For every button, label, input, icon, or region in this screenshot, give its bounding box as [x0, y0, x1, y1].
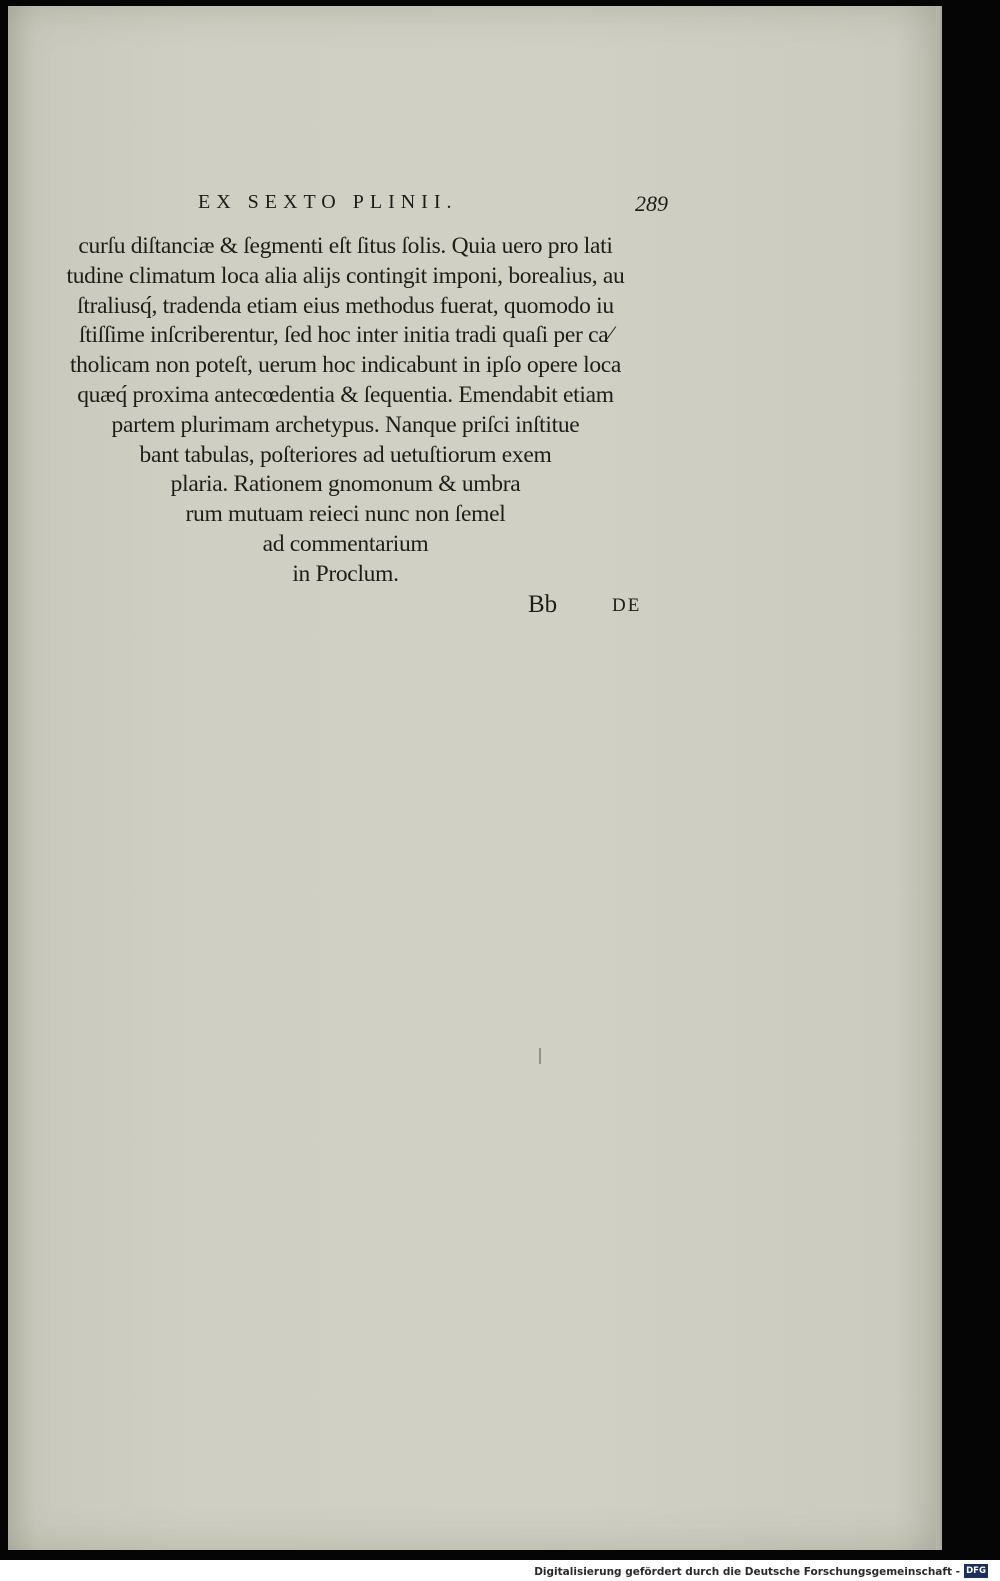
page-number: 289 — [635, 191, 668, 216]
text-line: in Proclum. — [292, 560, 399, 587]
text-line: ad commentarium — [262, 530, 429, 557]
text-line: bant tabulas, poſteriores ad uetuſtiorum exem — [139, 441, 552, 468]
ink-speck — [539, 1048, 541, 1064]
book-page — [8, 6, 942, 1550]
dfg-logo-icon: DFG — [964, 1564, 988, 1578]
footer-bar — [0, 1560, 1000, 1581]
footer-credit: Digitalisierung gefördert durch die Deutsche Forschungsgemeinschaft - — [534, 1566, 960, 1578]
body-text — [38, 232, 653, 590]
page-edge — [936, 6, 942, 1550]
running-title: EX SEXTO PLINII. — [198, 191, 458, 213]
text-line: plaria. Rationem gnomonum & umbra — [170, 471, 521, 498]
running-head — [188, 191, 668, 225]
catchword: DE — [612, 595, 642, 616]
text-line: tholicam non poteſt, uerum hoc indicabunt in ipſo opere loca — [69, 352, 622, 379]
signature-mark: Bb — [528, 591, 558, 618]
text-line: tudine climatum loca alia alijs contingit imponi, borealius, au — [66, 262, 625, 289]
text-line: quæq́ proxima antecœdentia & ſequentia. Emendabit etiam — [77, 381, 614, 408]
text-line: curſu diſtanciæ & ſegmenti eſt ſitus ſolis. Quia uero pro lati — [78, 233, 613, 259]
text-line: rum mutuam reieci nunc non ſemel — [185, 501, 506, 528]
text-line: ſtraliusq́, tradenda etiam eius methodus fuerat, quomodo iu — [77, 292, 614, 319]
text-line: partem plurimam archetypus. Nanque priſci inſtitue — [111, 411, 580, 438]
text-line: ſtiſſime inſcriberentur, ſed hoc inter initia tradi quaſi per ca⁄ — [79, 322, 612, 349]
